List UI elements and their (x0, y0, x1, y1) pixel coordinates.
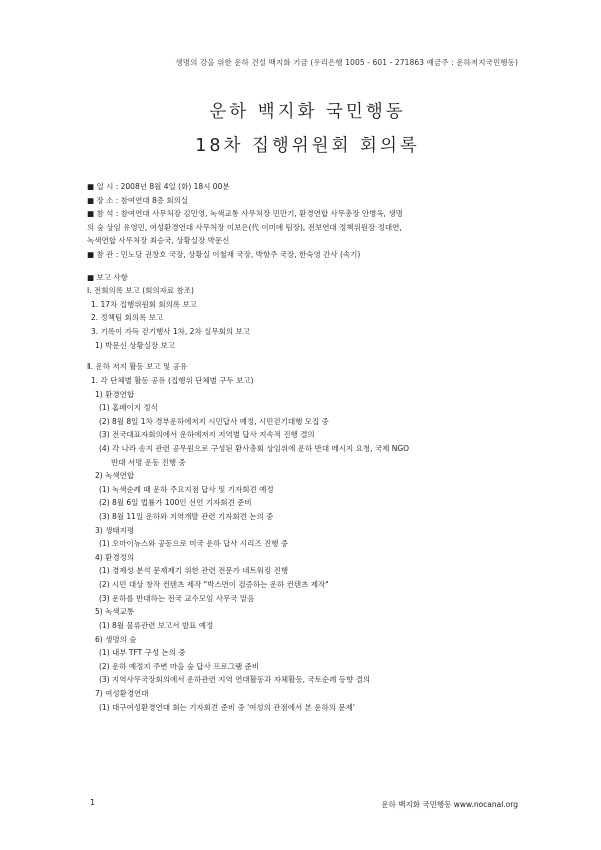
group-heading: 6) 생명의 숲 (95, 634, 137, 644)
group-heading: 3) 생태지평 (95, 525, 135, 535)
fund-info-header: 생명의 강을 위한 운하 건설 백지화 기금 (우리은행 1005 - 601 - 271863 예금주 : 운하저지국민행동) (175, 58, 518, 67)
list-item: (2) 8월 6일 법률가 100인 선언 기자회견 준비 (99, 498, 252, 508)
list-item: (1) 녹색순례 때 운하 주요지점 답사 및 기자회견 예정 (99, 484, 274, 494)
group-heading: 4) 환경정의 (95, 552, 135, 562)
document-title (0, 98, 601, 157)
footer-org-link: 운하 백지화 국민행동 www.nocanal.org (381, 800, 518, 809)
report-heading: ■ 보고 사항 (87, 272, 128, 282)
list-item: 3. 기록이 가득 걷기행사 1차, 2차 실무회의 보고 (91, 327, 250, 337)
list-item: (1) 경제성 분석 문제제기 위한 관련 전문가 네트워킹 진행 (99, 566, 289, 576)
meta-attendees-cont: 의 숲 상임 유영민, 여성환경연대 사무처장 이보은(代 이미애 팀장), 전보연대 정책위원장 정대연, (87, 222, 402, 232)
section-heading: Ⅱ. 운하 저지 활동 보고 및 공유 (87, 362, 188, 372)
meta-attendees: ■ 참 석 : 참여연대 사무처장 김민영, 녹색교통 사무처장 민만기, 환경연합 사무총장 안병옥, 생명 (87, 209, 403, 219)
list-item: (3) 전국대표자회의에서 운하에저지 지역별 답사 지속적 진행 결의 (99, 430, 315, 440)
list-item: 1. 각 단체별 활동 공유 (집행위 단체별 구두 보고) (91, 375, 254, 385)
list-item: (2) 운하 예정지 주변 마을 숲 답사 프로그램 준비 (99, 661, 260, 671)
group-heading: 5) 녹색교통 (95, 607, 135, 617)
list-item: (1) 내부 TFT 구성 논의 중 (99, 648, 186, 658)
list-item: (2) 8월 8일 1차 경부운하에저지 시민답사 예정, 시민걷기대행 모집 중 (99, 416, 329, 426)
list-item: (1) 홈페이지 정식 (99, 403, 158, 413)
list-item: (1) 오마이뉴스와 공동으로 미국 운하 답사 시리즈 진행 중 (99, 539, 289, 549)
list-item: (2) 시민 대상 창작 컨텐츠 제작 "박스면이 검증하는 운하 컨텐츠 제작" (99, 580, 329, 590)
meta-date: ■ 일 시 : 2008년 8월 4일 (화) 18시 00분 (87, 182, 230, 191)
meta-block (87, 180, 519, 262)
list-item: (1) 대구여성환경연대 회는 기자회견 준비 중 '여성의 관점에서 본 운하의 문제' (99, 702, 355, 712)
list-item: (3) 운하를 반대하는 전국 교수모임 사무국 맡음 (99, 593, 255, 603)
page-number: 1 (90, 798, 96, 807)
document-body (87, 180, 519, 714)
list-item: (4) 각 나라 송지 관련 공무원으로 구성된 환사총회 상임위에 운하 반대 메시지 요청, 국제 NGO (99, 443, 410, 453)
group-heading: 7) 여성환경연대 (95, 688, 149, 698)
list-item: 1. 17차 집행위원회 회의록 보고 (91, 299, 197, 309)
list-item: (1) 8월 물류관련 보고서 발표 예정 (99, 620, 214, 630)
section-heading: Ⅰ. 전회의록 보고 (회의자료 참조) (87, 286, 194, 296)
list-item-cont: 반대 서명 운동 진행 중 (111, 457, 186, 467)
report-section (87, 271, 519, 715)
title-minutes: 18차 집행위원회 회의록 (195, 136, 420, 156)
list-item: 2. 정책팀 회의록 보고 (91, 313, 164, 323)
group-heading: 2) 녹색연합 (95, 471, 135, 481)
meta-attendees-cont: 녹색연합 사무처장 최승국, 상황실장 박문신 (87, 236, 230, 246)
list-item: (3) 지역사무국장회의에서 운하관련 지역 연대활동과 자체활동, 국토순례 등향 결의 (99, 675, 371, 685)
list-item: (3) 8월 11일 운하와 지역개발 관련 기자회견 논의 중 (99, 512, 274, 522)
meta-guests: ■ 참 관 : 민노당 권창호 국장, 상황실 이철재 국장, 박항주 국장, 한숙영 간사 (속기) (87, 250, 361, 260)
meta-place: ■ 장 소 : 참여연대 8층 회의실 (87, 195, 189, 205)
title-org: 운하 백지화 국민행동 (209, 102, 406, 122)
list-item: 1) 박문신 상황실장 보고 (95, 340, 176, 350)
group-heading: 1) 환경연합 (95, 389, 135, 399)
